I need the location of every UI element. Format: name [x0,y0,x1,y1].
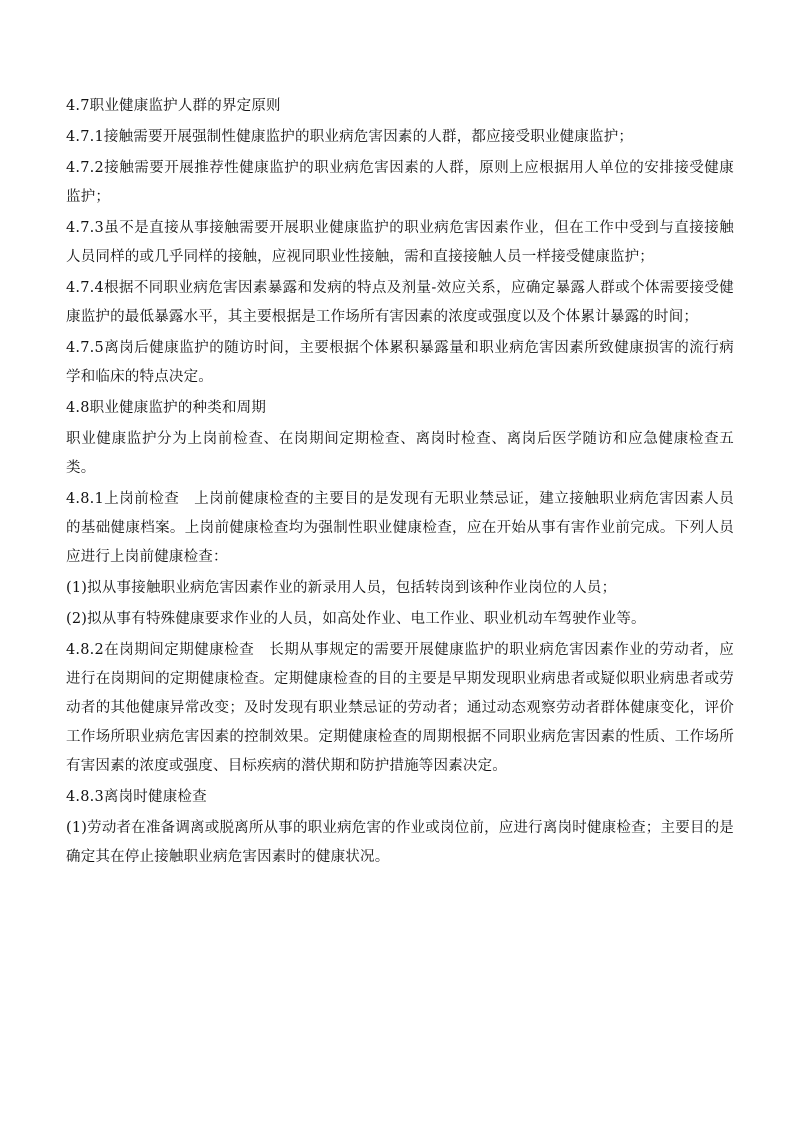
clause-4-7-1: 4.7.1接触需要开展强制性健康监护的职业病危害因素的人群，都应接受职业健康监护； [66,129,634,145]
clause-4-7-4: 4.7.4根据不同职业病危害因素暴露和发病的特点及剂量-效应关系，应确定暴露人群或个体需要接受健康监护的最低暴露水平，其主要根据是工作场所有害因素的浓度或强度以及个体累计暴露的时间； [66,280,734,325]
clause-4-7-2: 4.7.2接触需要开展推荐性健康监护的职业病危害因素的人群，原则上应根据用人单位的安排接受健康监护； [66,160,734,205]
document-page [66,92,734,872]
clause-4-8-2: 4.8.2在岗期间定期健康检查 长期从事规定的需要开展健康监护的职业病危害因素作业的劳动者，应进行在岗期间的定期健康检查。定期健康检查的目的主要是早期发现职业病患者或疑似职业病患者或劳动者的其他健康异常改变；及时发现有职业禁忌证的劳动者；通过动态观察劳动者群体健康变化，评价工作场所职业病危害因素的控制效果。定期健康检查的周期根据不同职业病危害因素的性质、工作场所有害因素的浓度或强度、目标疾病的潜伏期和防护措施等因素决定。 [66,642,734,774]
section-heading-4-8: 4.8职业健康监护的种类和周期 [66,400,267,416]
clause-4-7-5: 4.7.5离岗后健康监护的随访时间，主要根据个体累积暴露量和职业病危害因素所致健康损害的流行病学和临床的特点决定。 [66,340,734,385]
clause-4-8-1: 4.8.1上岗前检查 上岗前健康检查的主要目的是发现有无职业禁忌证，建立接触职业病危害因素人员的基础健康档案。上岗前健康检查均为强制性职业健康检查，应在开始从事有害作业前完成。下列人员应进行上岗前健康检查： [66,491,734,565]
list-item-1-new-hires: (1)拟从事接触职业病危害因素作业的新录用人员，包括转岗到该种作业岗位的人员； [66,580,617,596]
clause-4-7-3: 4.7.3虽不是直接从事接触需要开展职业健康监护的职业病危害因素作业，但在工作中受到与直接接触人员同样的或几乎同样的接触，应视同职业性接触，需和直接接触人员一样接受健康监护； [66,220,734,265]
list-item-1-departure-check: (1)劳动者在准备调离或脱离所从事的职业病危害的作业或岗位前，应进行离岗时健康检查；主要目的是确定其在停止接触职业病危害因素时的健康状况。 [66,820,734,865]
section-heading-4-7: 4.7职业健康监护人群的界定原则 [66,98,281,114]
paragraph-monitoring-types: 职业健康监护分为上岗前检查、在岗期间定期检查、离岗时检查、离岗后医学随访和应急健康检查五类。 [66,431,734,476]
clause-4-8-3: 4.8.3离岗时健康检查 [66,789,207,805]
list-item-2-special-work: (2)拟从事有特殊健康要求作业的人员，如高处作业、电工作业、职业机动车驾驶作业等。 [66,611,646,627]
